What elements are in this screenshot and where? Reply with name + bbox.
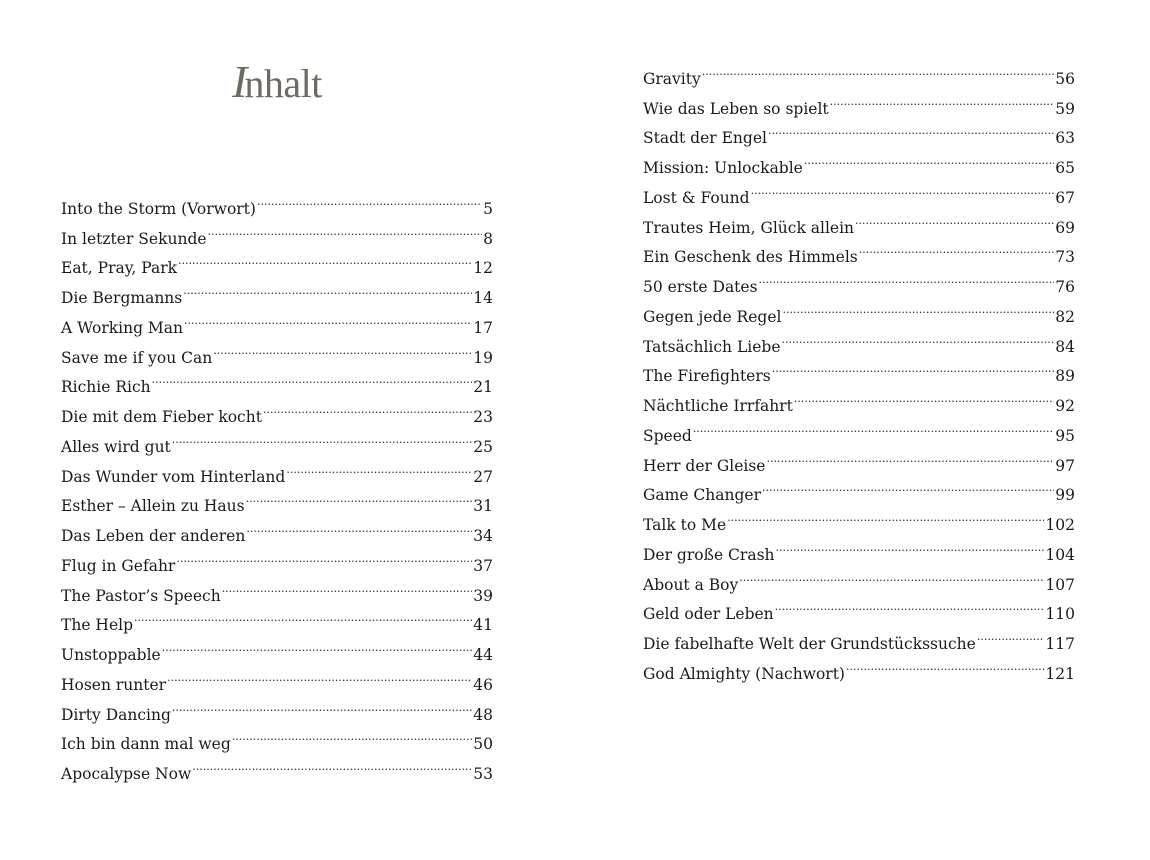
toc-entry-title: God Almighty (Nachwort) bbox=[643, 664, 845, 683]
dot-leader bbox=[133, 601, 472, 631]
toc-entry-title: In letzter Sekunde bbox=[61, 229, 207, 248]
toc-entry-title: Wie das Leben so spielt bbox=[643, 99, 829, 118]
dot-leader bbox=[177, 244, 472, 274]
toc-entry-title: Das Leben der anderen bbox=[61, 527, 246, 545]
dot-leader bbox=[767, 114, 1054, 144]
dot-leader bbox=[245, 482, 473, 512]
toc-entry bbox=[61, 184, 493, 218]
toc-entry-title: Die mit dem Fieber kocht bbox=[61, 408, 262, 426]
toc-page-number: 65 bbox=[1055, 159, 1075, 177]
dot-leader bbox=[221, 571, 473, 601]
dot-leader bbox=[231, 720, 473, 750]
dot-leader bbox=[781, 322, 1055, 352]
toc-page-number: 73 bbox=[1055, 248, 1075, 267]
toc-page-number: 84 bbox=[1055, 337, 1075, 356]
toc-entry-title: Into the Storm (Vorwort) bbox=[61, 199, 256, 218]
toc-entry-title: Eat, Pray, Park bbox=[61, 259, 178, 278]
title-initial: I bbox=[232, 56, 245, 107]
toc-page-number: 14 bbox=[473, 289, 493, 307]
dot-leader bbox=[845, 649, 1044, 679]
dot-leader bbox=[171, 422, 472, 452]
dot-leader bbox=[245, 511, 472, 541]
dot-leader bbox=[262, 392, 472, 422]
dot-leader bbox=[151, 363, 473, 393]
toc-entry-title: Die Bergmanns bbox=[61, 289, 183, 307]
dot-leader bbox=[738, 560, 1044, 590]
toc-entry-title: Richie Rich bbox=[61, 378, 151, 397]
dot-leader bbox=[771, 352, 1055, 382]
toc-entry-title: Ein Geschenk des Himmels bbox=[643, 248, 858, 267]
toc-entry-title: Das Wunder vom Hinterland bbox=[61, 467, 286, 486]
toc-page-number: 44 bbox=[473, 646, 493, 664]
dot-leader bbox=[692, 411, 1054, 441]
toc-page-number: 104 bbox=[1045, 545, 1075, 564]
toc-page-number: 31 bbox=[473, 497, 493, 516]
dot-leader bbox=[976, 619, 1045, 649]
right-page bbox=[575, 0, 1150, 860]
toc-entry-title: Nächtliche Irrfahrt bbox=[643, 397, 793, 415]
toc-page-number: 102 bbox=[1045, 516, 1075, 534]
toc-page-number: 121 bbox=[1045, 664, 1075, 683]
toc-entry-title: Apocalypse Now bbox=[61, 765, 192, 783]
toc-page-number: 5 bbox=[483, 199, 493, 218]
toc-page-number: 27 bbox=[473, 467, 493, 486]
toc-page-number: 50 bbox=[473, 735, 493, 754]
dot-leader bbox=[758, 262, 1055, 292]
toc-list-left bbox=[61, 184, 493, 783]
dot-leader bbox=[191, 749, 472, 779]
toc-page-number: 56 bbox=[1055, 69, 1075, 88]
dot-leader bbox=[171, 690, 472, 720]
toc-entry-title: The Firefighters bbox=[643, 367, 771, 386]
toc-page-number: 19 bbox=[473, 348, 493, 367]
toc-page-number: 69 bbox=[1055, 218, 1075, 237]
toc-entry-title: Mission: Unlockable bbox=[643, 159, 803, 177]
toc-entry-title: Hosen runter bbox=[61, 675, 167, 694]
toc-page-number: 89 bbox=[1055, 367, 1075, 386]
dot-leader bbox=[793, 381, 1054, 411]
toc-page-number: 95 bbox=[1055, 426, 1075, 445]
toc-page-number: 117 bbox=[1045, 635, 1075, 653]
toc-page-number: 53 bbox=[473, 765, 493, 783]
dot-leader bbox=[775, 530, 1045, 560]
dot-leader bbox=[701, 54, 1055, 84]
toc-entry bbox=[643, 411, 1075, 445]
toc-entry-title: The Pastor’s Speech bbox=[61, 586, 221, 605]
toc-entry-title: 50 erste Dates bbox=[643, 278, 758, 296]
toc-entry bbox=[643, 54, 1075, 88]
dot-leader bbox=[183, 303, 472, 333]
toc-page-number: 25 bbox=[473, 437, 493, 456]
toc-entry-title: A Working Man bbox=[61, 318, 184, 337]
toc-entry-title: Esther – Allein zu Haus bbox=[61, 497, 245, 516]
toc-page-number: 67 bbox=[1055, 188, 1075, 207]
dot-leader bbox=[207, 214, 483, 244]
toc-entry-title: The Help bbox=[61, 616, 133, 635]
toc-page-number: 34 bbox=[473, 527, 493, 545]
toc-entry-title: Gravity bbox=[643, 69, 701, 88]
dot-leader bbox=[166, 660, 472, 690]
toc-page-number: 8 bbox=[483, 229, 493, 248]
toc-page-number: 41 bbox=[473, 616, 493, 635]
toc-entry-title: Herr der Gleise bbox=[643, 456, 766, 475]
toc-entry bbox=[643, 441, 1075, 475]
dot-leader bbox=[829, 84, 1055, 114]
toc-list-right bbox=[643, 54, 1075, 683]
dot-leader bbox=[781, 292, 1054, 322]
toc-page-number: 46 bbox=[473, 675, 493, 694]
dot-leader bbox=[803, 143, 1054, 173]
toc-page-number: 17 bbox=[473, 318, 493, 337]
toc-page-number: 39 bbox=[473, 586, 493, 605]
toc-page-number: 97 bbox=[1055, 456, 1075, 475]
toc-entry-title: Gegen jede Regel bbox=[643, 307, 782, 326]
toc-entry-title: Unstoppable bbox=[61, 646, 161, 664]
dot-leader bbox=[161, 630, 473, 660]
toc-page-number: 82 bbox=[1055, 307, 1075, 326]
toc-page-number: 76 bbox=[1055, 278, 1075, 296]
toc-entry-title: Trautes Heim, Glück allein bbox=[643, 218, 855, 237]
toc-entry-title: Stadt der Engel bbox=[643, 129, 767, 148]
title-rest: nhalt bbox=[244, 61, 322, 106]
dot-leader bbox=[765, 441, 1054, 471]
dot-leader bbox=[854, 203, 1054, 233]
toc-page-number: 92 bbox=[1055, 397, 1075, 415]
toc-page-number: 21 bbox=[473, 378, 493, 397]
page-title bbox=[232, 52, 352, 114]
dot-leader bbox=[285, 452, 472, 482]
toc-entry-title: Die fabelhafte Welt der Grundstückssuche bbox=[643, 635, 976, 653]
dot-leader bbox=[726, 500, 1044, 530]
toc-page-number: 107 bbox=[1045, 575, 1075, 594]
dot-leader bbox=[256, 184, 482, 214]
dot-leader bbox=[750, 173, 1055, 203]
toc-entry-title: Tatsächlich Liebe bbox=[643, 337, 781, 356]
toc-entry-title: Dirty Dancing bbox=[61, 705, 171, 724]
toc-entry-title: Der große Crash bbox=[643, 545, 775, 564]
toc-entry-title: Talk to Me bbox=[643, 516, 727, 534]
toc-entry-title: Alles wird gut bbox=[61, 437, 171, 456]
dot-leader bbox=[858, 233, 1055, 263]
dot-leader bbox=[182, 273, 472, 303]
toc-page-number: 23 bbox=[473, 408, 493, 426]
dot-leader bbox=[761, 471, 1054, 501]
toc-entry-title: Flug in Gefahr bbox=[61, 556, 176, 575]
toc-entry-title: Save me if you Can bbox=[61, 348, 213, 367]
toc-entry-title: Game Changer bbox=[643, 486, 761, 505]
toc-page-number: 48 bbox=[473, 705, 493, 724]
toc-page-number: 110 bbox=[1045, 605, 1075, 624]
toc-entry bbox=[643, 84, 1075, 118]
toc-entry-title: Ich bin dann mal weg bbox=[61, 735, 231, 754]
toc-entry-title: Geld oder Leben bbox=[643, 605, 774, 624]
toc-page-number: 59 bbox=[1055, 99, 1075, 118]
toc-page-number: 99 bbox=[1055, 486, 1075, 505]
toc-page-number: 63 bbox=[1055, 129, 1075, 148]
dot-leader bbox=[175, 541, 472, 571]
dot-leader bbox=[774, 590, 1045, 620]
toc-entry-title: Lost & Found bbox=[643, 188, 750, 207]
toc-page-number: 12 bbox=[473, 259, 493, 278]
toc-page-number: 37 bbox=[473, 556, 493, 575]
toc-entry-title: Speed bbox=[643, 426, 692, 445]
dot-leader bbox=[212, 333, 472, 363]
toc-entry-title: About a Boy bbox=[643, 575, 739, 594]
